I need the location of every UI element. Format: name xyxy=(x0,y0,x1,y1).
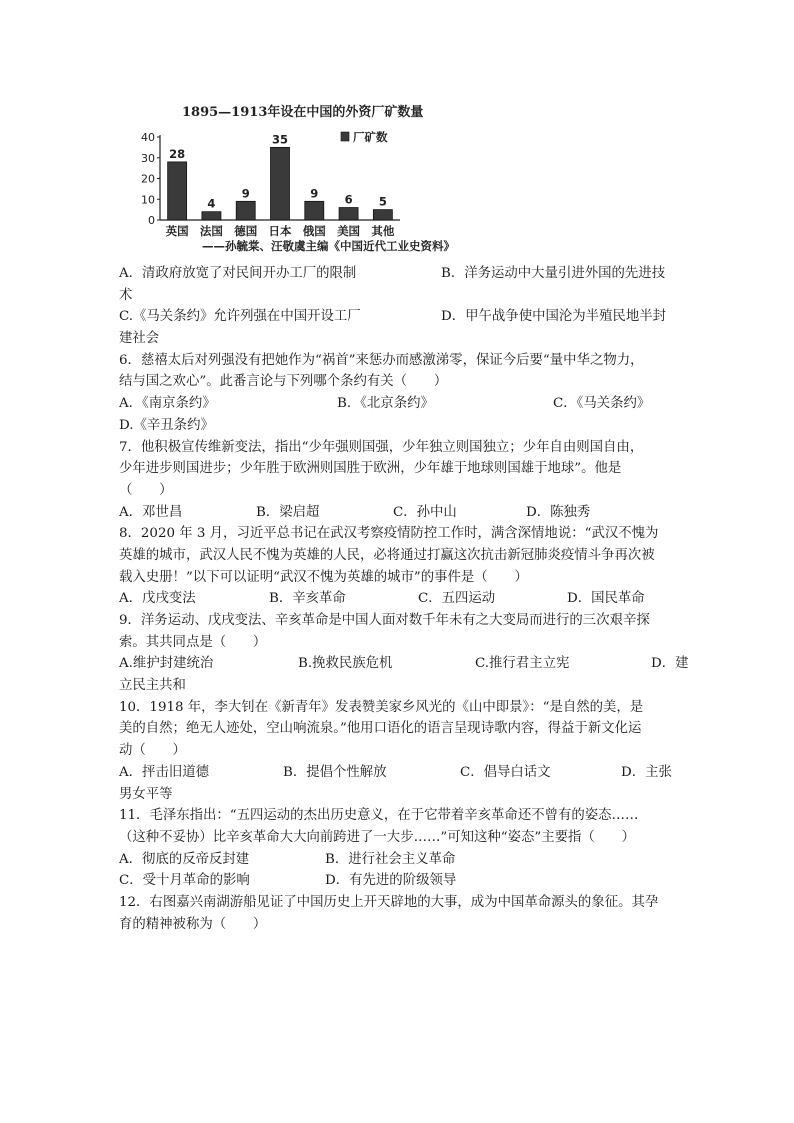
x-category-label: 其他 xyxy=(371,224,395,238)
q8-option-a: A．戊戌变法 xyxy=(119,591,196,607)
x-category-label: 美国 xyxy=(337,224,361,238)
legend-label: 厂矿数 xyxy=(353,130,388,144)
bar-value-label: 9 xyxy=(241,186,250,201)
q6-options-row xyxy=(119,393,691,415)
bar-0 xyxy=(168,162,187,220)
q7-option-c: C．孙中山 xyxy=(393,504,457,520)
q6-option-a: A．《南京条约》 xyxy=(119,396,216,412)
q8-stem-line-1: 8．2020 年 3 月，习近平总书记在武汉考察疫情防控工作时，满含深情地说：“武汉不愧为 xyxy=(119,526,659,542)
q11-options-row-2 xyxy=(119,870,691,892)
x-category-label: 德国 xyxy=(234,224,258,238)
q6-stem-line-2: 结与国之欢心”。此番言论与下列哪个条约有关（ ） xyxy=(119,374,448,390)
chart-source: ——孙毓棠、汪敬虞主编《中国近代工业史资料》 xyxy=(202,239,455,253)
q7-options-row xyxy=(119,502,691,524)
q8-option-c: C．五四运动 xyxy=(418,591,496,607)
y-tick-label: 20 xyxy=(141,172,155,186)
q11-options-row-1 xyxy=(119,849,691,871)
q11-stem-line-2: （这种不妥协）比辛亥革命大大向前跨进了一大步……”可知这种“姿态”主要指（ ） xyxy=(119,829,635,845)
bar-2 xyxy=(236,201,255,220)
q11-option-b: B．进行社会主义革命 xyxy=(325,851,456,867)
q9-option-a: A.维护封建统治 xyxy=(119,656,214,672)
q5-option-a: A．清政府放宽了对民间开办工厂的限制 xyxy=(119,266,357,281)
bar-value-label: 5 xyxy=(378,194,387,209)
x-category-label: 法国 xyxy=(199,224,223,238)
q10-option-c: C．倡导白话文 xyxy=(460,764,551,780)
chart-title: 1895—1913年设在中国的外资厂矿数量 xyxy=(182,105,424,120)
q11-stem-line-1: 11．毛泽东指出：“五四运动的杰出历史意义，在于它带着辛亥革命还不曾有的姿态…… xyxy=(119,808,639,824)
bar-value-label: 6 xyxy=(344,192,353,207)
q7-option-d: D．陈独秀 xyxy=(526,504,591,520)
q10-option-d-cont: 男女平等 xyxy=(119,786,173,802)
q6-option-c: C．《马关条约》 xyxy=(553,396,651,412)
y-tick-label: 0 xyxy=(148,214,155,227)
legend-swatch xyxy=(341,132,349,141)
bar-4 xyxy=(305,201,324,220)
q10-option-d: D．主张 xyxy=(621,764,672,780)
q9-option-c: C.推行君主立宪 xyxy=(475,656,570,672)
bar-6 xyxy=(373,210,392,220)
q7-option-b: B．梁启超 xyxy=(256,504,320,520)
q8-options-row xyxy=(119,588,691,610)
q10-stem-line-3: 动（ ） xyxy=(119,743,186,759)
q7-stem-line-2: 少年进步则国进步；少年胜于欧洲则国胜于欧洲，少年雄于地球则国雄于地球”。他是 xyxy=(119,461,622,477)
q6-option-b: B．《北京条约》 xyxy=(337,396,434,412)
y-tick-label: 30 xyxy=(141,151,155,165)
bar-3 xyxy=(271,147,290,220)
q9-option-b: B.挽救民族危机 xyxy=(298,656,393,672)
q12-stem-line-2: 育的精神被称为（ ） xyxy=(119,916,267,932)
bar-value-label: 9 xyxy=(310,186,319,201)
x-category-label: 英国 xyxy=(165,224,189,238)
q10-option-a: A．抨击旧道德 xyxy=(119,764,210,780)
q11-option-a: A．彻底的反帝反封建 xyxy=(119,851,250,867)
q5-option-b-cont: 术 xyxy=(119,287,133,303)
q8-option-b: B．辛亥革命 xyxy=(269,591,346,607)
y-tick-label: 40 xyxy=(141,131,155,144)
q11-option-d: D．有先进的阶级领导 xyxy=(325,873,457,889)
q9-option-d: D．建 xyxy=(651,656,689,672)
bar-value-label: 28 xyxy=(169,146,186,161)
bar-value-label: 35 xyxy=(271,132,289,147)
q12-stem-line-1: 12．右图嘉兴南湖游船见证了中国历史上开天辟地的大事，成为中国革命源头的象征。其孕 xyxy=(119,894,659,910)
bar-5 xyxy=(339,208,358,220)
q11-option-c: C．受十月革命的影响 xyxy=(119,873,250,889)
q6-option-d: D.《辛丑条约》 xyxy=(119,417,214,433)
q5-option-c: C.《马关条约》允许列强在中国开设工厂 xyxy=(119,309,361,325)
q9-option-d-cont: 立民主共和 xyxy=(119,678,186,694)
bar-1 xyxy=(202,212,221,220)
q5-option-b: B．洋务运动中大量引进外国的先进技 xyxy=(441,266,666,281)
q5-options-row-2 xyxy=(119,306,691,328)
factory-bar-chart xyxy=(120,96,520,258)
q8-stem-line-2: 英雄的城市，武汉人民不愧为英雄的人民，必将通过打赢这次抗击新冠肺炎疫情斗争再次被 xyxy=(119,547,655,563)
q7-option-a: A．邓世昌 xyxy=(119,504,183,520)
q9-stem-line-2: 索。其共同点是（ ） xyxy=(119,634,267,650)
questions-body xyxy=(119,263,691,935)
q8-stem-line-3: 载入史册！”以下可以证明“武汉不愧为英雄的城市”的事件是（ ） xyxy=(119,569,528,585)
q9-options-row xyxy=(119,653,691,675)
q5-option-d: D．甲午战争使中国沦为半殖民地半封 xyxy=(441,309,666,325)
y-tick-label: 10 xyxy=(141,193,155,207)
bar-value-label: 4 xyxy=(207,196,216,211)
q10-options-row xyxy=(119,762,691,784)
chart-canvas xyxy=(120,96,520,258)
q10-stem-line-1: 10．1918 年，李大钊在《新青年》发表赞美家乡风光的《山中即景》：“是自然的美，是 xyxy=(119,699,644,715)
q10-stem-line-2: 美的自然；绝无人迹处，空山响流泉。”他用口语化的语言呈现诗歌内容，得益于新文化运 xyxy=(119,721,642,737)
q9-stem-line-1: 9．洋务运动、戊戌变法、辛亥革命是中国人面对数千年未有之大变局而进行的三次艰辛探 xyxy=(119,613,650,628)
x-category-label: 日本 xyxy=(268,224,292,238)
q10-option-b: B．提倡个性解放 xyxy=(283,764,387,780)
q7-stem-line-3: （ ） xyxy=(119,482,173,498)
q5-options-row-1 xyxy=(119,263,691,285)
q7-stem-line-1: 7．他积极宣传维新变法，指出“少年强则国强，少年独立则国独立；少年自由则国自由， xyxy=(119,439,644,455)
q5-option-d-cont: 建社会 xyxy=(119,331,160,347)
q6-stem-line-1: 6．慈禧太后对列强没有把她作为“祸首”来惩办而感激涕零，保证今后要“量中华之物力， xyxy=(119,352,644,368)
q8-option-d: D．国民革命 xyxy=(567,591,645,607)
x-category-label: 俄国 xyxy=(302,224,326,238)
